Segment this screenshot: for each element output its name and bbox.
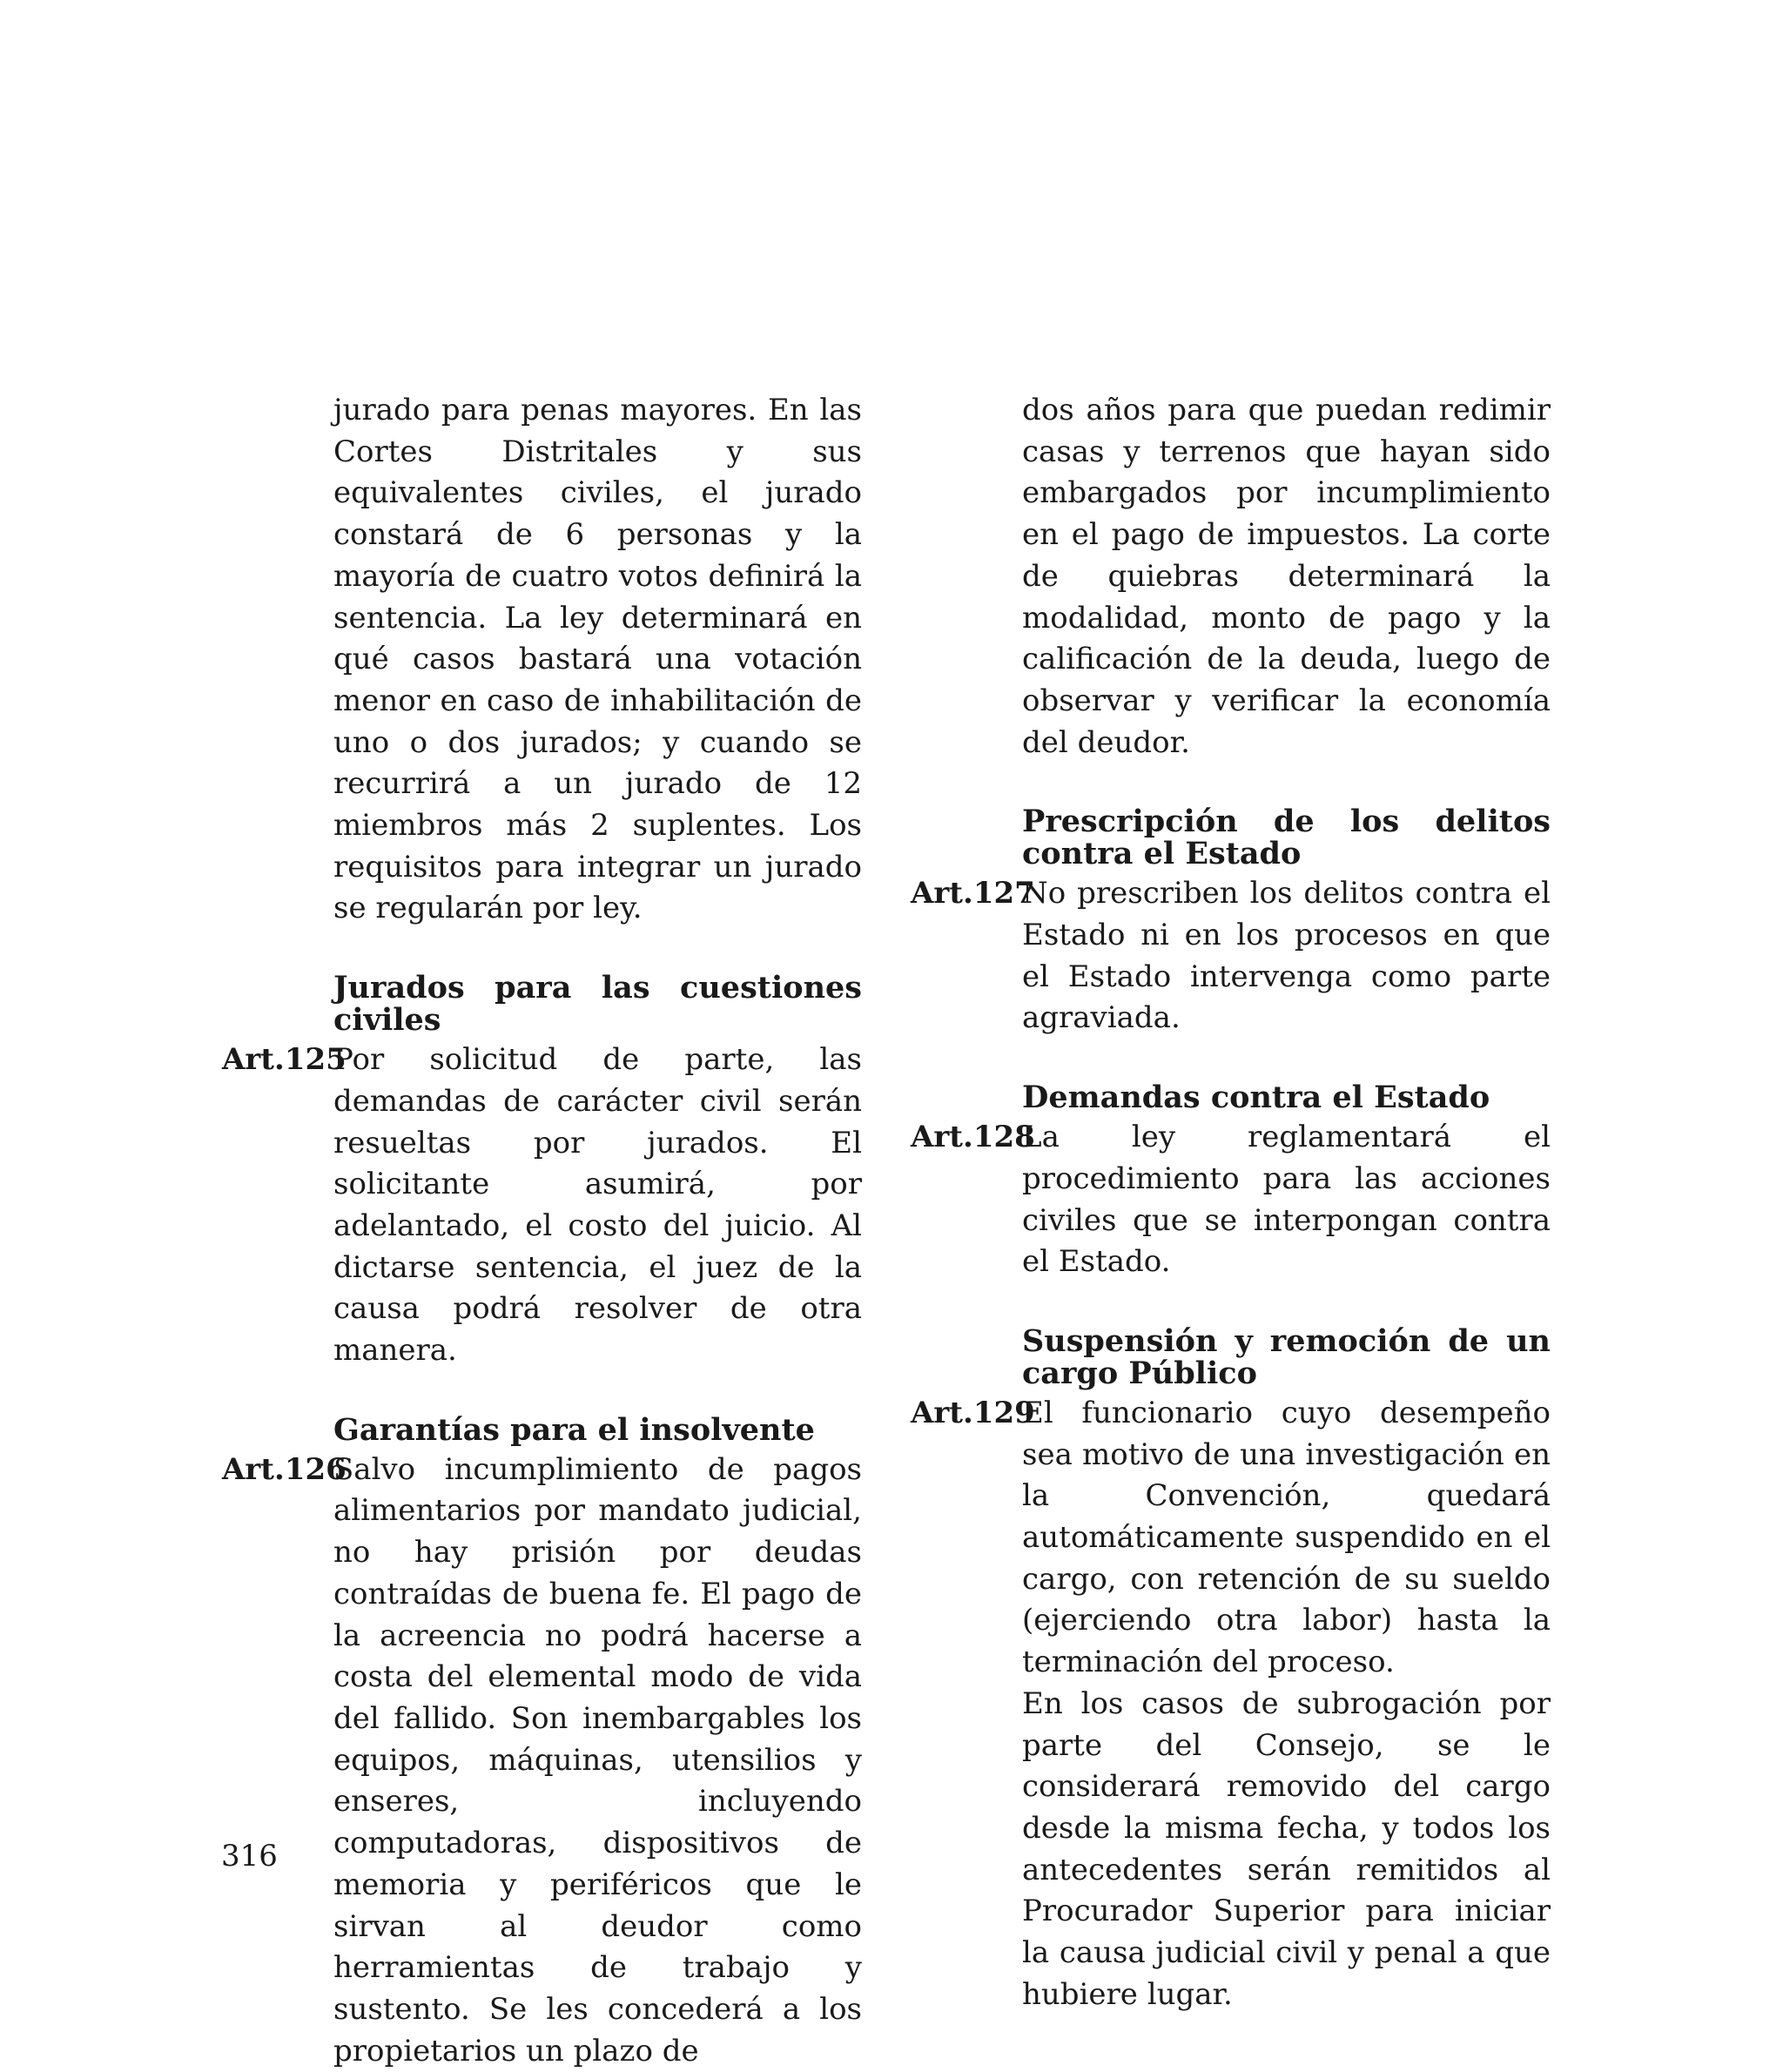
article-number-129: Art.129 [911, 1395, 1035, 1430]
article-125 [222, 1039, 862, 1372]
article-number-126: Art.126 [222, 1451, 347, 1487]
article-129-text: El funcionario cuyo desempeño sea motivo de una investigación en la Convención, quedará automáticamente suspendido en el cargo, con retención de su sueldo (ejerciendo otra labor) hasta la terminación del proceso. [1022, 1395, 1551, 1680]
article-125-text: Por solicitud de parte, las demandas de carácter civil serán resueltas por jurados. El solicitante asumirá, por adelantado, el costo del juicio. Al dictarse sentencia, el juez de la causa podrá resolver de otra manera. [333, 1042, 862, 1369]
article-127-text: No prescriben los delitos contra el Estado ni en los procesos en que el Estado intervenga como parte agraviada. [1022, 876, 1551, 1036]
article-127 [911, 873, 1551, 1039]
article-128 [911, 1117, 1551, 1283]
section-heading-prescripcion: Prescripción de los delitos contra el Estado [1022, 804, 1551, 872]
article-number-128: Art.128 [911, 1120, 1035, 1155]
section-heading-demandas: Demandas contra el Estado [1022, 1080, 1490, 1116]
article-number-125: Art.125 [222, 1042, 347, 1078]
right-intro-paragraph: dos años para que puedan redimir casas y terrenos que hayan sido embargados por incumplimiento en el pago de impuestos. La corte de quiebras determinará la modalidad, monto de pago y la calificación de la deuda, luego de observar y verificar la economía del deudor. [1022, 393, 1551, 760]
section-heading-garantias: Garantías para el insolvente [333, 1411, 815, 1448]
right-column [911, 390, 1551, 2016]
article-129-text-continued: En los casos de subrogación por parte del Consejo, se le considerará removido del cargo desde la misma fecha, y todos los antecedentes serán remitidos al Procurador Superior para iniciar la causa judicial civil y penal a que hubiere lugar. [1022, 1685, 1551, 2012]
page-number: 316 [221, 1839, 278, 1874]
section-heading-suspension: Suspensión y remoción de un cargo Público [1022, 1322, 1551, 1391]
section-heading-jurados: Jurados para las cuestiones civiles [333, 970, 862, 1039]
article-129 [911, 1393, 1551, 2016]
article-number-127: Art.127 [911, 876, 1035, 912]
article-128-text: La ley reglamentará el procedimiento para las acciones civiles que se interpongan contra el Estado. [1022, 1120, 1551, 1280]
article-126-text: Salvo incumplimiento de pagos alimentarios por mandato judicial, no hay prisión por deudas contraídas de buena fe. El pago de la acreencia no podrá hacerse a costa del elemental modo de vida del fallido. Son inembargables los equipos, máquinas, utensilios y enseres, incluyendo computadoras, dispositivos de memoria y periféricos que le sirvan al deudor como herramientas de trabajo y sustento. Se les concederá a los propietarios un plazo de [333, 1451, 862, 2069]
left-intro-paragraph: jurado para penas mayores. En las Cortes Distritales y sus equivalentes civiles, el jurado constará de 6 personas y la mayoría de cuatro votos definirá la sentencia. La ley determinará en qué casos bastará una votación menor en caso de inhabilitación de uno o dos jurados; y cuando se recurrirá a un jurado de 12 miembros más 2 suplentes. Los requisitos para integrar un jurado se regularán por ley. [333, 393, 862, 926]
